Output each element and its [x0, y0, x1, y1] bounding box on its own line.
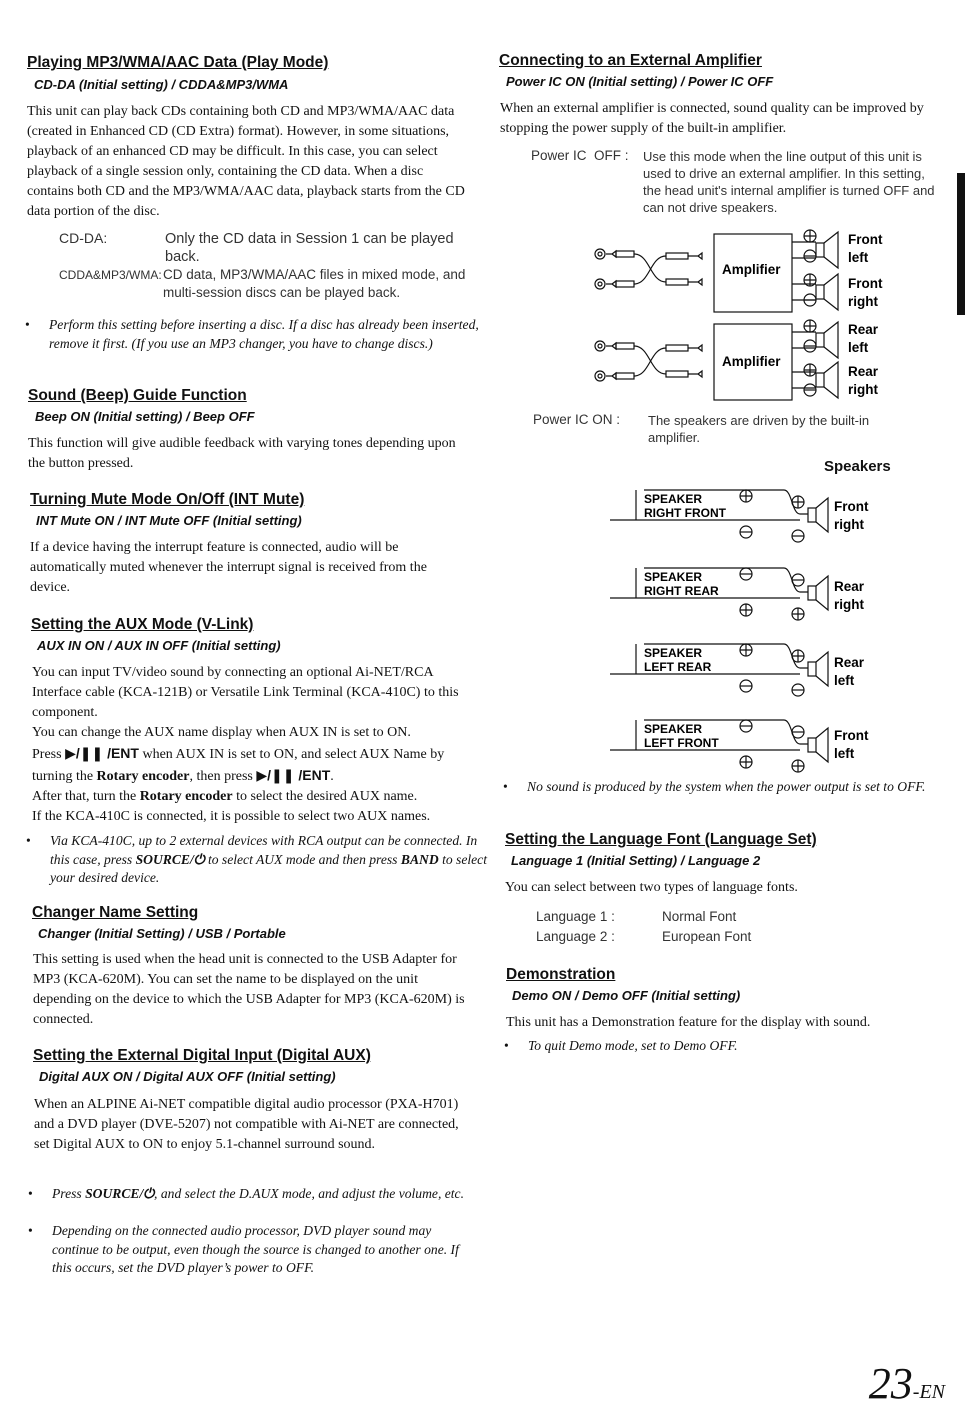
external-amp-title: Connecting to an External Amplifier: [499, 52, 762, 69]
amplifier-label-front: Amplifier: [722, 262, 781, 277]
wire-rf-label-2: RIGHT FRONT: [644, 506, 726, 520]
play-mode-title: Playing MP3/WMA/AAC Data (Play Mode): [27, 54, 329, 71]
aux-mode-body: [32, 663, 477, 827]
language-1-desc: Normal Font: [662, 909, 737, 924]
changer-name-subtitle: Changer (Initial Setting) / USB / Portable: [38, 926, 286, 941]
page-number: 23-EN: [868, 1359, 945, 1408]
amplifier-wiring-diagram: [588, 222, 908, 404]
wire-lr-label-2: LEFT REAR: [644, 660, 712, 674]
language-2-desc: European Font: [662, 929, 752, 944]
power-ic-on-term: Power IC ON :: [533, 412, 621, 427]
wire-lf-label-1: SPEAKER: [644, 722, 703, 736]
external-amp-subtitle: Power IC ON (Initial setting) / Power IC OFF: [506, 74, 774, 89]
digital-aux-body: When an ALPINE Ai-NET compatible digital audio processor (PXA-H701) and a DVD player (DVE-5207) not compatible with Ai-NET are connected, set Digital AUX to ON to enjoy 5.1-channel surround sound.: [34, 1097, 459, 1152]
amp-speaker-symbol-4: [816, 362, 838, 398]
edge-tab-marker: [957, 173, 965, 315]
language-set-body: You can select between two types of language fonts.: [505, 880, 798, 895]
aux-mode-p1: You can input TV/video sound by connecting an optional Ai-NET/RCA Interface cable (KCA-121B) or Versatile Link Terminal (KCA-410C) to this component.: [32, 665, 459, 720]
beep-body: This function will give audible feedback with varying tones depending upon the button pressed.: [28, 436, 456, 471]
wire-lf-label-2: LEFT FRONT: [644, 736, 719, 750]
digital-aux-note-1: • Press SOURCE/⏻, and select the D.AUX mode, and adjust the volume, etc.: [28, 1186, 464, 1201]
aux-mode-subtitle: AUX IN ON / AUX IN OFF (Initial setting): [37, 638, 281, 653]
speaker-wire-left-rear: [610, 644, 828, 696]
beep-title: Sound (Beep) Guide Function: [28, 387, 247, 404]
rca-cable-group-rear: [595, 341, 702, 381]
amp-spk-front-right-2: right: [848, 294, 878, 309]
external-amp-body: When an external amplifier is connected, sound quality can be improved by stopping the power supply of the built-in amplifier.: [500, 101, 924, 136]
amplifier-label-rear: Amplifier: [722, 354, 781, 369]
digital-aux-title: Setting the External Digital Input (Digital AUX): [33, 1047, 371, 1064]
speaker-wire-left-front: [610, 720, 828, 772]
amp-speaker-symbol-2: [816, 274, 838, 310]
beep-subtitle: Beep ON (Initial setting) / Beep OFF: [35, 409, 255, 424]
speaker-wire-right-rear: [610, 568, 828, 620]
amp-spk-rear-left-1: Rear: [848, 322, 879, 337]
int-mute-subtitle: INT Mute ON / INT Mute OFF (Initial setting): [36, 513, 302, 528]
wire-lr-label-1: SPEAKER: [644, 646, 703, 660]
amp-spk-front-left-1: Front: [848, 232, 883, 247]
digital-aux-subtitle: Digital AUX ON / Digital AUX OFF (Initial setting): [39, 1069, 336, 1084]
demonstration-body: This unit has a Demonstration feature for the display with sound.: [506, 1015, 871, 1030]
aux-mode-p3: After that, turn the Rotary encoder to select the desired AUX name.: [32, 789, 418, 804]
spk-lr-1: Rear: [834, 655, 865, 670]
wire-rf-label-1: SPEAKER: [644, 492, 703, 506]
spk-lf-2: left: [834, 746, 855, 761]
def-desc-cdda: Only the CD data in Session 1 can be played back.: [165, 231, 454, 265]
aux-mode-note: • Via KCA-410C, up to 2 external devices with RCA output can be connected. In this case, press SOURCE/⏻ to select AUX mode and then press BAND to select your desired device.: [26, 833, 487, 885]
aux-mode-p4: If the KCA-410C is connected, it is possible to select two AUX names.: [32, 809, 431, 824]
play-mode-note: • Perform this setting before inserting a disc. If a disc has already been inserted, remove it first. (If you use an MP3 changer, you have to change discs.): [25, 317, 479, 351]
power-output-note: • No sound is produced by the system when the power output is set to OFF.: [503, 779, 926, 794]
demonstration-title: Demonstration: [506, 966, 616, 983]
spk-rr-2: right: [834, 597, 864, 612]
def-term-cdda: CD-DA:: [59, 230, 108, 246]
demonstration-note: • To quit Demo mode, set to Demo OFF.: [504, 1038, 738, 1053]
wire-rr-label-2: RIGHT REAR: [644, 584, 719, 598]
power-ic-off-term: Power IC OFF :: [531, 148, 629, 163]
aux-mode-title: Setting the AUX Mode (V-Link): [31, 616, 254, 633]
int-mute-body: If a device having the interrupt feature is connected, audio will be automatically muted whenever the interrupt signal is received from the device.: [30, 540, 427, 595]
spk-lr-2: left: [834, 673, 855, 688]
amp-spk-rear-left-2: left: [848, 340, 869, 355]
wire-rr-label-1: SPEAKER: [644, 570, 703, 584]
def-desc-cdda-mp3: CD data, MP3/WMA/AAC files in mixed mode, and multi-session discs can be played back.: [163, 267, 466, 300]
spk-rr-1: Rear: [834, 579, 865, 594]
aux-mode-p2b: Press ▶/❚❚ /ENT when AUX IN is set to ON, and select AUX Name by turning the Rotary encoder, then press ▶/❚❚ /ENT.: [32, 745, 445, 784]
power-ic-on-desc: The speakers are driven by the built-in amplifier.: [648, 413, 870, 445]
language-set-subtitle: Language 1 (Initial Setting) / Language 2: [511, 853, 761, 868]
amp-spk-front-right-1: Front: [848, 276, 883, 291]
play-mode-subtitle: CD-DA (Initial setting) / CDDA&MP3/WMA: [34, 77, 289, 92]
spk-rf-1: Front: [834, 499, 869, 514]
language-set-title: Setting the Language Font (Language Set): [505, 831, 817, 848]
changer-name-body: This setting is used when the head unit is connected to the USB Adapter for MP3 (KCA-620M). You can set the name to be displayed on the unit depending on the device to which the USB Adapter for MP3 (KCA-620M) is connected.: [33, 952, 465, 1027]
aux-mode-p2a: You can change the AUX name display when AUX IN is set to ON.: [32, 725, 411, 740]
digital-aux-note-2: • Depending on the connected audio processor, DVD player sound may continue to be output, even though the source is changed to another one. If this occurs, set the DVD player’s power to OFF.: [28, 1223, 459, 1275]
amp-spk-rear-right-2: right: [848, 382, 878, 397]
speaker-wiring-diagram: [610, 482, 869, 782]
language-1-term: Language 1 :: [536, 909, 615, 924]
play-pause-ent-key: ▶/❚❚ /ENT: [65, 745, 139, 761]
spk-rf-2: right: [834, 517, 864, 532]
amp-spk-rear-right-1: Rear: [848, 364, 879, 379]
amp-spk-front-left-2: left: [848, 250, 869, 265]
changer-name-title: Changer Name Setting: [32, 904, 199, 921]
amp-speaker-symbol-3: [816, 322, 838, 358]
play-mode-body: This unit can play back CDs containing both CD and MP3/WMA/AAC data (created in Enhanced CD (CD Extra) format). However, in some situations, playback of an enhanced CD may be difficult. In this case, you can select playback of a single session only, containing the CD data. When a disc contains both CD and the MP3/WMA/AAC data, playback starts from the CD data portion of the disc.: [27, 104, 465, 219]
demonstration-subtitle: Demo ON / Demo OFF (Initial setting): [512, 988, 741, 1003]
speakers-heading: Speakers: [824, 458, 891, 475]
def-term-cdda-mp3: CDDA&MP3/WMA:: [59, 268, 162, 282]
language-2-term: Language 2 :: [536, 929, 615, 944]
spk-lf-1: Front: [834, 728, 869, 743]
amp-speaker-symbol-1: [816, 232, 838, 268]
power-ic-off-desc: Use this mode when the line output of this unit is used to drive an external amplifier. In this setting, the head unit's internal amplifier is turned OFF and can not drive speakers.: [643, 149, 935, 215]
rca-cable-group-front: [595, 249, 702, 289]
int-mute-title: Turning Mute Mode On/Off (INT Mute): [30, 491, 305, 508]
